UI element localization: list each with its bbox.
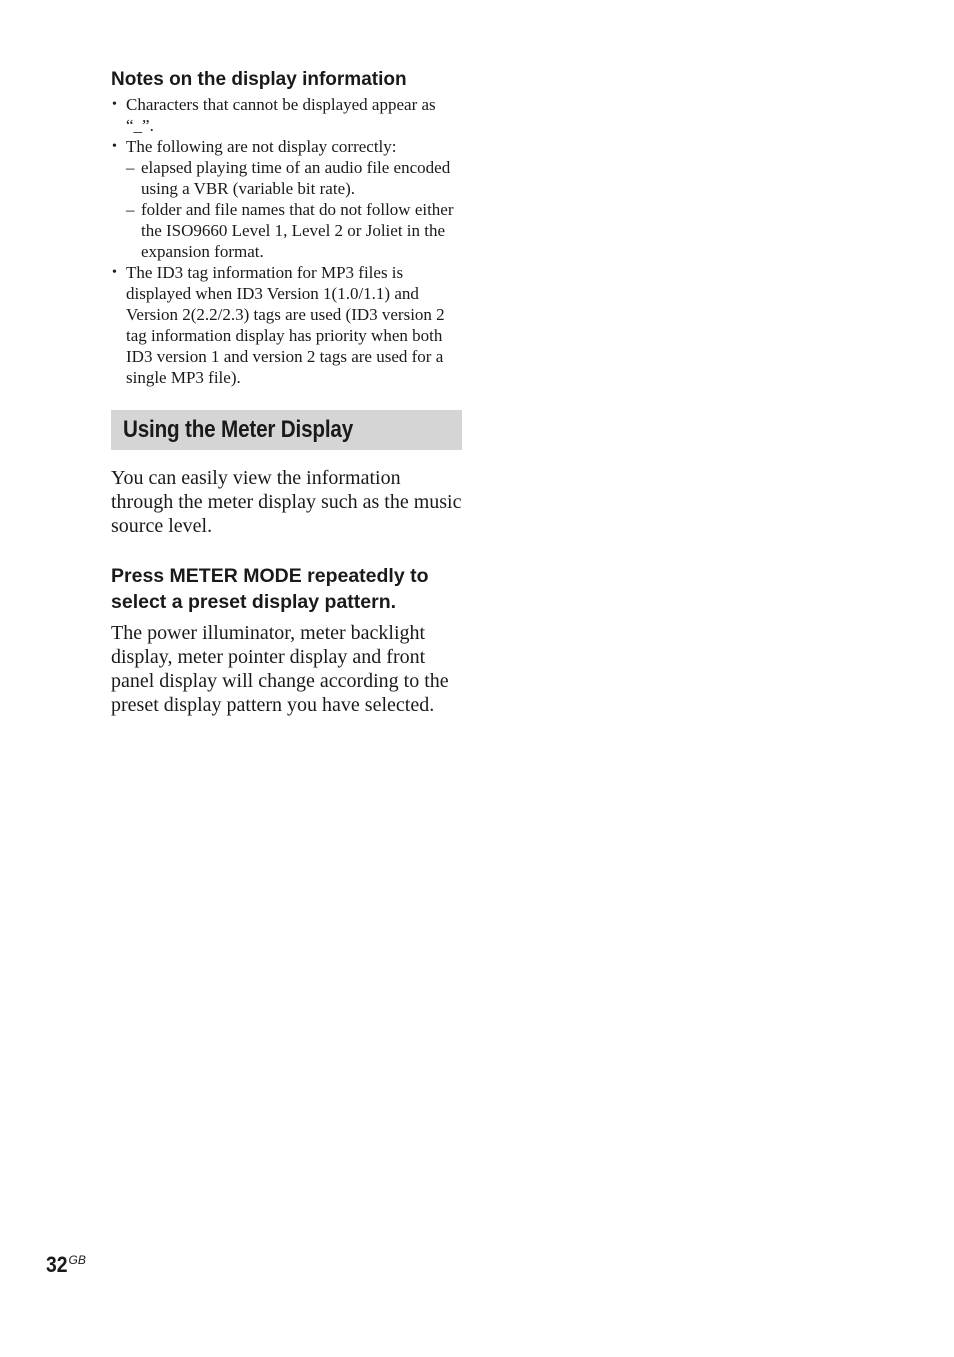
section-intro: You can easily view the information through the meter display such as the music source level. [111,467,462,537]
page-number-suffix: GB [68,1253,86,1267]
page-content [111,68,463,717]
page-number-value: 32 [46,1252,68,1277]
note-item [111,94,463,136]
subnote-item: – folder and file names that do not follow either the ISO9660 Level 1, Level 2 or Joliet in the expansion format. [126,199,463,262]
section-title: Using the Meter Display [123,416,354,443]
note-text: The ID3 tag information for MP3 files is displayed when ID3 Version 1(1.0/1.1) and Version 2(2.2/2.3) tags are used (ID3 version 2 tag information display has priority when both ID3 version 1 and version 2 tags are used for a single MP3 file). [126,263,445,387]
step-heading: Press METER MODE repeatedly to select a preset display pattern. [111,565,429,613]
note-text: The following are not display correctly: [126,137,397,156]
subnote-item: – elapsed playing time of an audio file encoded using a VBR (variable bit rate). [126,157,463,199]
notes-list [111,94,463,388]
notes-heading: Notes on the display information [111,69,407,90]
step-body: The power illuminator, meter backlight display, meter pointer display and front panel display will change according to the preset display pattern you have selected. [111,622,449,716]
section-title-bar [111,410,462,450]
subnotes-list [126,157,463,262]
note-text: Characters that cannot be displayed appear as “_”. [126,95,436,135]
page-number [46,1252,88,1278]
note-item [111,262,463,388]
note-item [111,136,463,262]
